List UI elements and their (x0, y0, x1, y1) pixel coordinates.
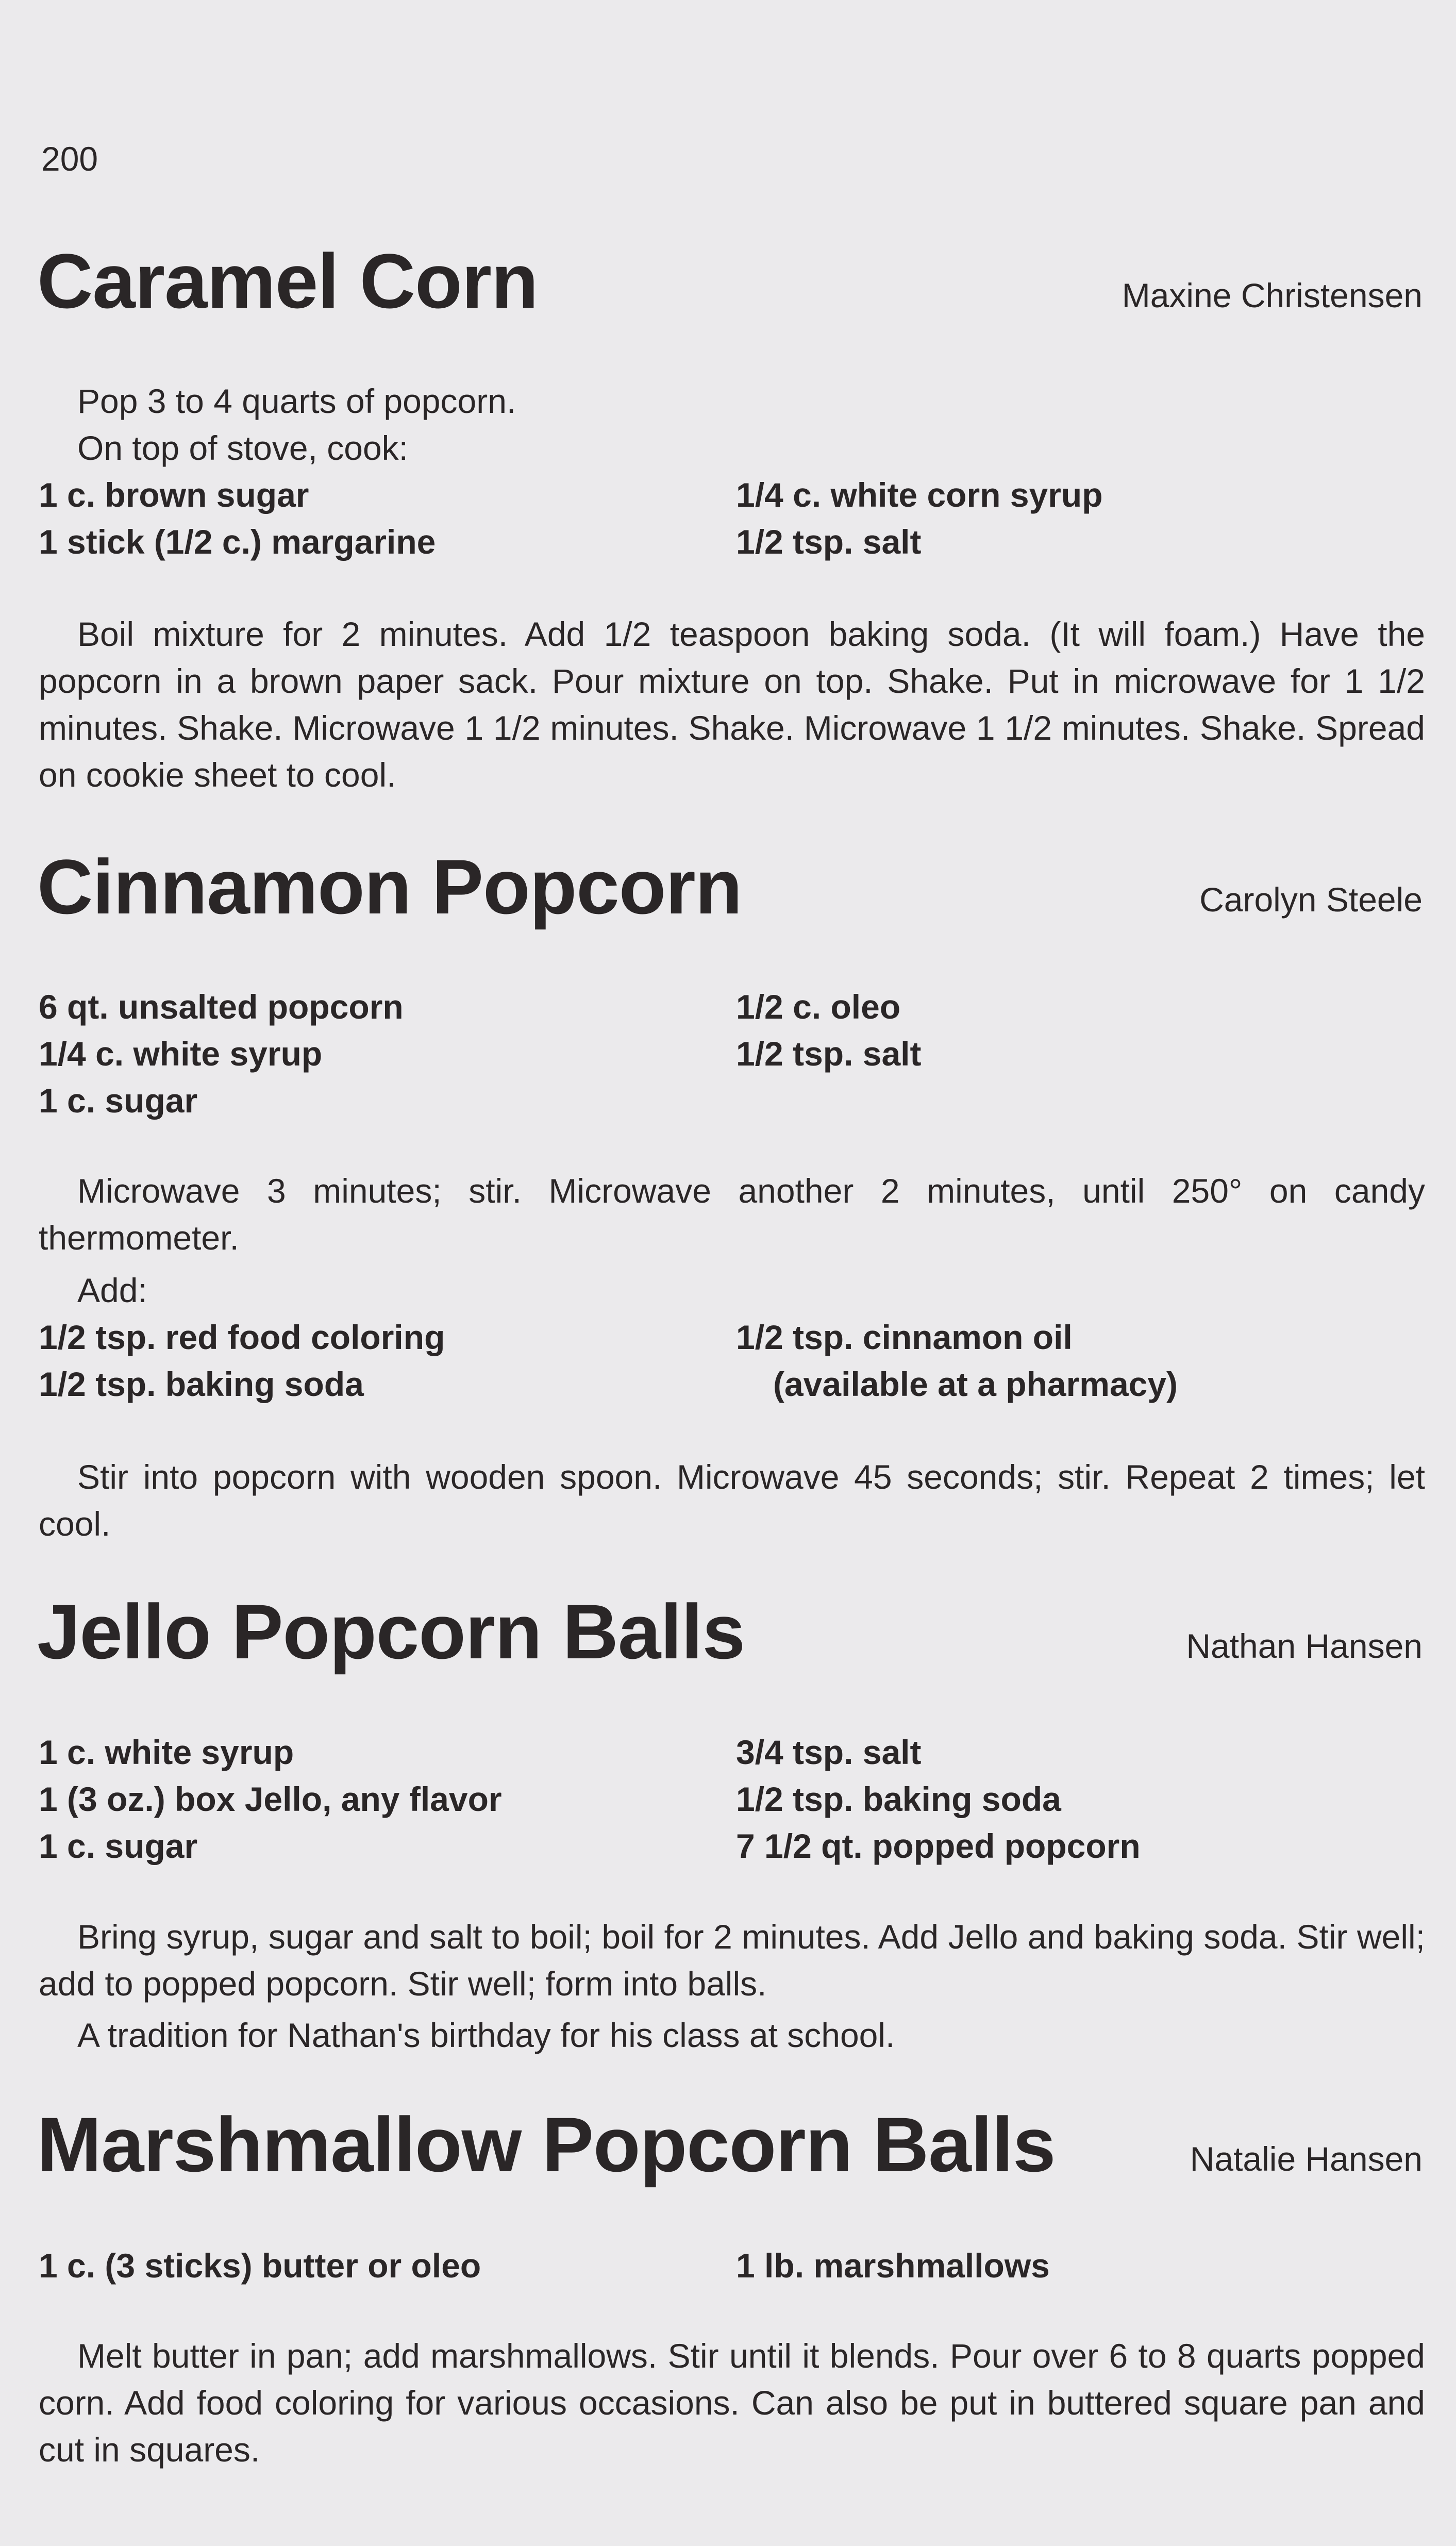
intro-line: On top of stove, cook: (77, 429, 409, 467)
add-label: Add: (77, 1271, 147, 1309)
intro-line: Pop 3 to 4 quarts of popcorn. (77, 382, 516, 420)
ingredient: 6 qt. unsalted popcorn (39, 988, 404, 1026)
directions-paragraph: Boil mixture for 2 minutes. Add 1/2 teaspoon baking soda. (It will foam.) Have the popcorn in a brown paper sack. Pour mixture on top. Shake. Put in microwave for 1 1/2 minutes. Shake. Microwave 1 1/2 minutes. Shake. Microwave 1 1/2 minutes. Shake. Spread on cookie sheet to cool. (39, 615, 1425, 794)
ingredient: 1/2 tsp. baking soda (736, 1780, 1061, 1818)
ingredient: 1/2 tsp. red food coloring (39, 1318, 445, 1356)
recipe-title: Marshmallow Popcorn Balls (37, 2101, 1056, 2188)
directions-paragraph: Stir into popcorn with wooden spoon. Microwave 45 seconds; stir. Repeat 2 times; let cool. (39, 1458, 1425, 1543)
ingredient: 1 c. (3 sticks) butter or oleo (39, 2247, 481, 2285)
ingredient: 1 c. brown sugar (39, 476, 309, 514)
recipe-title: Caramel Corn (37, 238, 538, 324)
ingredient: 1/2 tsp. salt (736, 523, 922, 561)
page-number: 200 (41, 140, 98, 178)
directions-paragraph: Melt butter in pan; add marshmallows. Stir until it blends. Pour over 6 to 8 quarts popped corn. Add food coloring for various occasions. Can also be put in buttered square pan and cut in squares. (39, 2337, 1425, 2469)
recipe-author: Natalie Hansen (1190, 2140, 1422, 2178)
ingredient: 1/4 c. white corn syrup (736, 476, 1103, 514)
ingredient: 1 stick (1/2 c.) margarine (39, 523, 436, 561)
ingredient: 1 c. white syrup (39, 1733, 294, 1771)
recipe-author: Maxine Christensen (1122, 276, 1422, 314)
recipe-note: A tradition for Nathan's birthday for his class at school. (77, 2016, 895, 2054)
recipe-title: Jello Popcorn Balls (37, 1588, 745, 1675)
ingredient: 1/2 c. oleo (736, 988, 901, 1026)
recipe-author: Nathan Hansen (1186, 1627, 1422, 1665)
ingredient: 1/2 tsp. salt (736, 1035, 922, 1073)
recipe-author: Carolyn Steele (1199, 880, 1422, 919)
ingredient: 1 lb. marshmallows (736, 2247, 1050, 2285)
ingredient: 3/4 tsp. salt (736, 1733, 922, 1771)
ingredient: 1/2 tsp. baking soda (39, 1365, 364, 1403)
directions-paragraph: Microwave 3 minutes; stir. Microwave another 2 minutes, until 250° on candy thermometer. (39, 1172, 1425, 1257)
ingredient: 1/4 c. white syrup (39, 1035, 323, 1073)
ingredient: 1 c. sugar (39, 1827, 198, 1865)
ingredient-note: (available at a pharmacy) (773, 1365, 1178, 1403)
ingredient: 7 1/2 qt. popped popcorn (736, 1827, 1141, 1865)
ingredient: 1 (3 oz.) box Jello, any flavor (39, 1780, 502, 1818)
ingredient: 1/2 tsp. cinnamon oil (736, 1318, 1073, 1356)
ingredient: 1 c. sugar (39, 1081, 198, 1120)
directions-paragraph: Bring syrup, sugar and salt to boil; boil for 2 minutes. Add Jello and baking soda. Stir well; add to popped popcorn. Stir well; form into balls. (39, 1918, 1425, 2003)
recipe-title: Cinnamon Popcorn (37, 843, 742, 930)
